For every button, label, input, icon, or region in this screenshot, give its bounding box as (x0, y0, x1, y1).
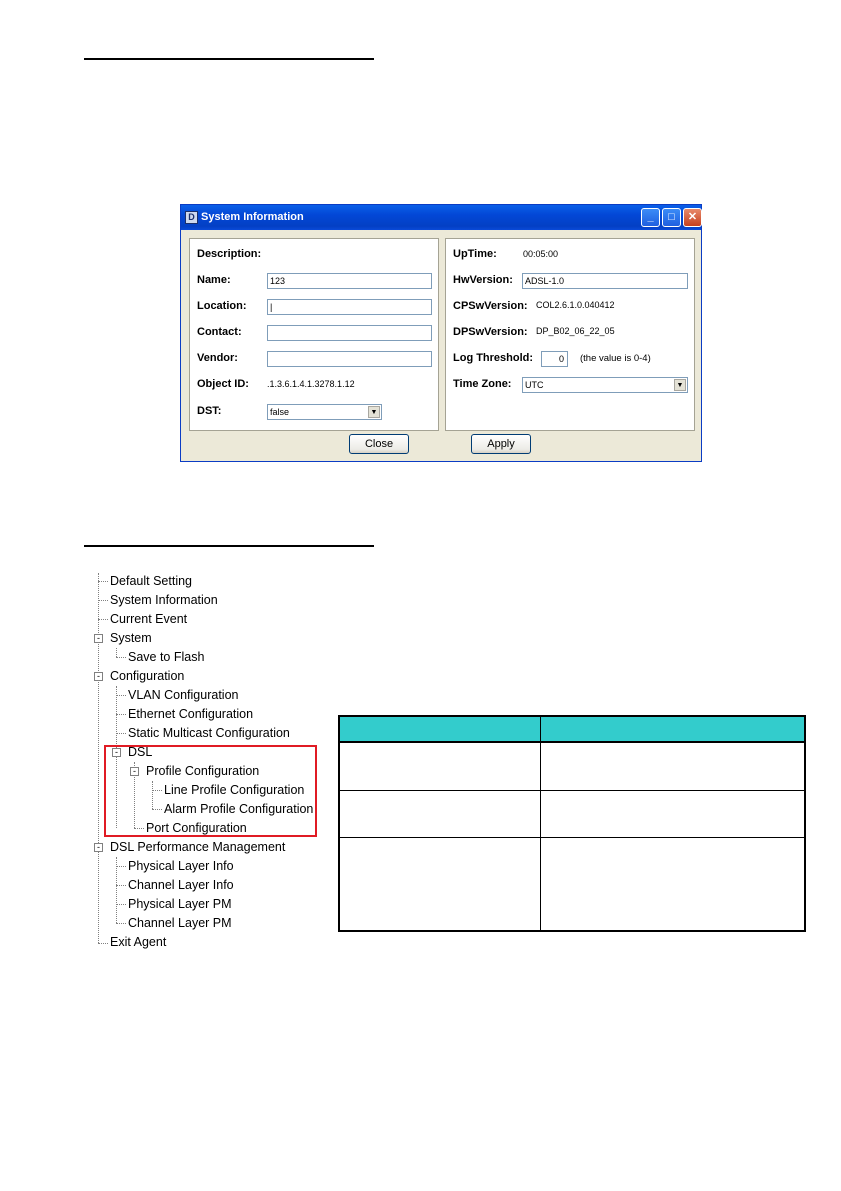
cpsw-label: CPSwVersion: (453, 300, 528, 312)
contact-field[interactable] (267, 325, 432, 341)
dpsw-value: DP_B02_06_22_05 (536, 326, 615, 336)
tree-connector (98, 943, 108, 944)
dpsw-label: DPSwVersion: (453, 326, 528, 338)
maximize-icon[interactable]: □ (662, 208, 681, 227)
dst-value: false (270, 407, 290, 417)
tree-connector (98, 581, 108, 582)
vendor-field[interactable] (267, 351, 432, 367)
tree-connector (98, 573, 99, 943)
tree-connector (116, 866, 126, 867)
uptime-label: UpTime: (453, 248, 497, 260)
tree-item-exit-agent[interactable]: Exit Agent (110, 935, 167, 949)
tree-item-ethernet-configuration[interactable]: Ethernet Configuration (128, 707, 254, 721)
log-threshold-label: Log Threshold: (453, 352, 534, 364)
minimize-icon[interactable]: _ (641, 208, 660, 227)
dst-label: DST: (197, 405, 222, 417)
collapse-icon[interactable]: - (94, 672, 103, 681)
name-field[interactable]: 123 (267, 273, 432, 289)
tree-item-static-multicast-configuration[interactable]: Static Multicast Configuration (128, 726, 290, 740)
system-information-dialog (180, 204, 702, 462)
vendor-label: Vendor: (197, 352, 238, 364)
log-threshold-hint: (the value is 0-4) (580, 353, 651, 364)
dst-select[interactable] (267, 404, 382, 420)
log-threshold-field[interactable]: 0 (541, 351, 568, 367)
collapse-icon[interactable]: - (112, 748, 121, 757)
tree-connector (116, 733, 126, 734)
time-zone-select[interactable] (522, 377, 688, 393)
tree-item-physical-layer-pm[interactable]: Physical Layer PM (128, 897, 232, 911)
collapse-icon[interactable]: - (94, 843, 103, 852)
tree-item-vlan-configuration[interactable]: VLAN Configuration (128, 688, 239, 702)
description-label: Description: (197, 248, 262, 260)
tree-item-system-information[interactable]: System Information (110, 593, 218, 607)
collapse-icon[interactable]: - (130, 767, 139, 776)
tree-item-physical-layer-info[interactable]: Physical Layer Info (128, 859, 234, 873)
app-icon: D (185, 211, 198, 224)
tree-item-default-setting[interactable]: Default Setting (110, 574, 192, 588)
time-zone-label: Time Zone: (453, 378, 512, 390)
left-panel (189, 238, 439, 431)
tree-connector (116, 695, 126, 696)
hwversion-label: HwVersion: (453, 274, 513, 286)
location-label: Location: (197, 300, 247, 312)
table-row-divider (340, 790, 804, 791)
tree-item-alarm-profile-configuration[interactable]: Alarm Profile Configuration (164, 802, 314, 816)
tree-item-profile-configuration[interactable]: Profile Configuration (146, 764, 260, 778)
tree-item-dsl[interactable]: DSL (128, 745, 153, 759)
tree-connector (116, 714, 126, 715)
chevron-down-icon[interactable]: ▼ (368, 406, 380, 418)
dsl-highlight-box (104, 745, 317, 837)
object-id-label: Object ID: (197, 378, 249, 390)
collapse-icon[interactable]: - (94, 634, 103, 643)
time-zone-value: UTC (525, 380, 544, 390)
tree-item-channel-layer-pm[interactable]: Channel Layer PM (128, 916, 232, 930)
tree-connector (116, 648, 117, 657)
section-rule-top (84, 58, 374, 60)
tree-item-channel-layer-info[interactable]: Channel Layer Info (128, 878, 234, 892)
apply-button[interactable]: Apply (471, 434, 531, 454)
hwversion-field[interactable]: ADSL-1.0 (522, 273, 688, 289)
contact-label: Contact: (197, 326, 242, 338)
tree-connector (116, 885, 126, 886)
tree-item-save-to-flash[interactable]: Save to Flash (128, 650, 205, 664)
chevron-down-icon[interactable]: ▼ (674, 379, 686, 391)
tree-item-dsl-performance-management[interactable]: DSL Performance Management (110, 840, 286, 854)
table-header (340, 717, 804, 743)
tree-item-port-configuration[interactable]: Port Configuration (146, 821, 247, 835)
tree-connector (98, 600, 108, 601)
tree-connector (116, 923, 126, 924)
name-label: Name: (197, 274, 231, 286)
tree-item-system[interactable]: System (110, 631, 152, 645)
info-table (338, 715, 806, 932)
section-rule-middle (84, 545, 374, 547)
close-icon[interactable]: ✕ (683, 208, 702, 227)
close-button[interactable]: Close (349, 434, 409, 454)
tree-item-current-event[interactable]: Current Event (110, 612, 188, 626)
tree-connector (116, 904, 126, 905)
tree-connector (98, 619, 108, 620)
right-panel (445, 238, 695, 431)
table-row-divider (340, 837, 804, 838)
location-field[interactable]: | (267, 299, 432, 315)
dialog-title: System Information (201, 211, 304, 223)
cpsw-value: COL2.6.1.0.040412 (536, 300, 615, 310)
object-id-value: .1.3.6.1.4.1.3278.1.12 (267, 379, 355, 389)
uptime-value: 00:05:00 (523, 249, 559, 259)
tree-item-configuration[interactable]: Configuration (110, 669, 185, 683)
table-column-divider (540, 717, 541, 930)
dialog-title-bar[interactable] (181, 205, 701, 230)
tree-item-line-profile-configuration[interactable]: Line Profile Configuration (164, 783, 305, 797)
tree-connector (116, 657, 126, 658)
